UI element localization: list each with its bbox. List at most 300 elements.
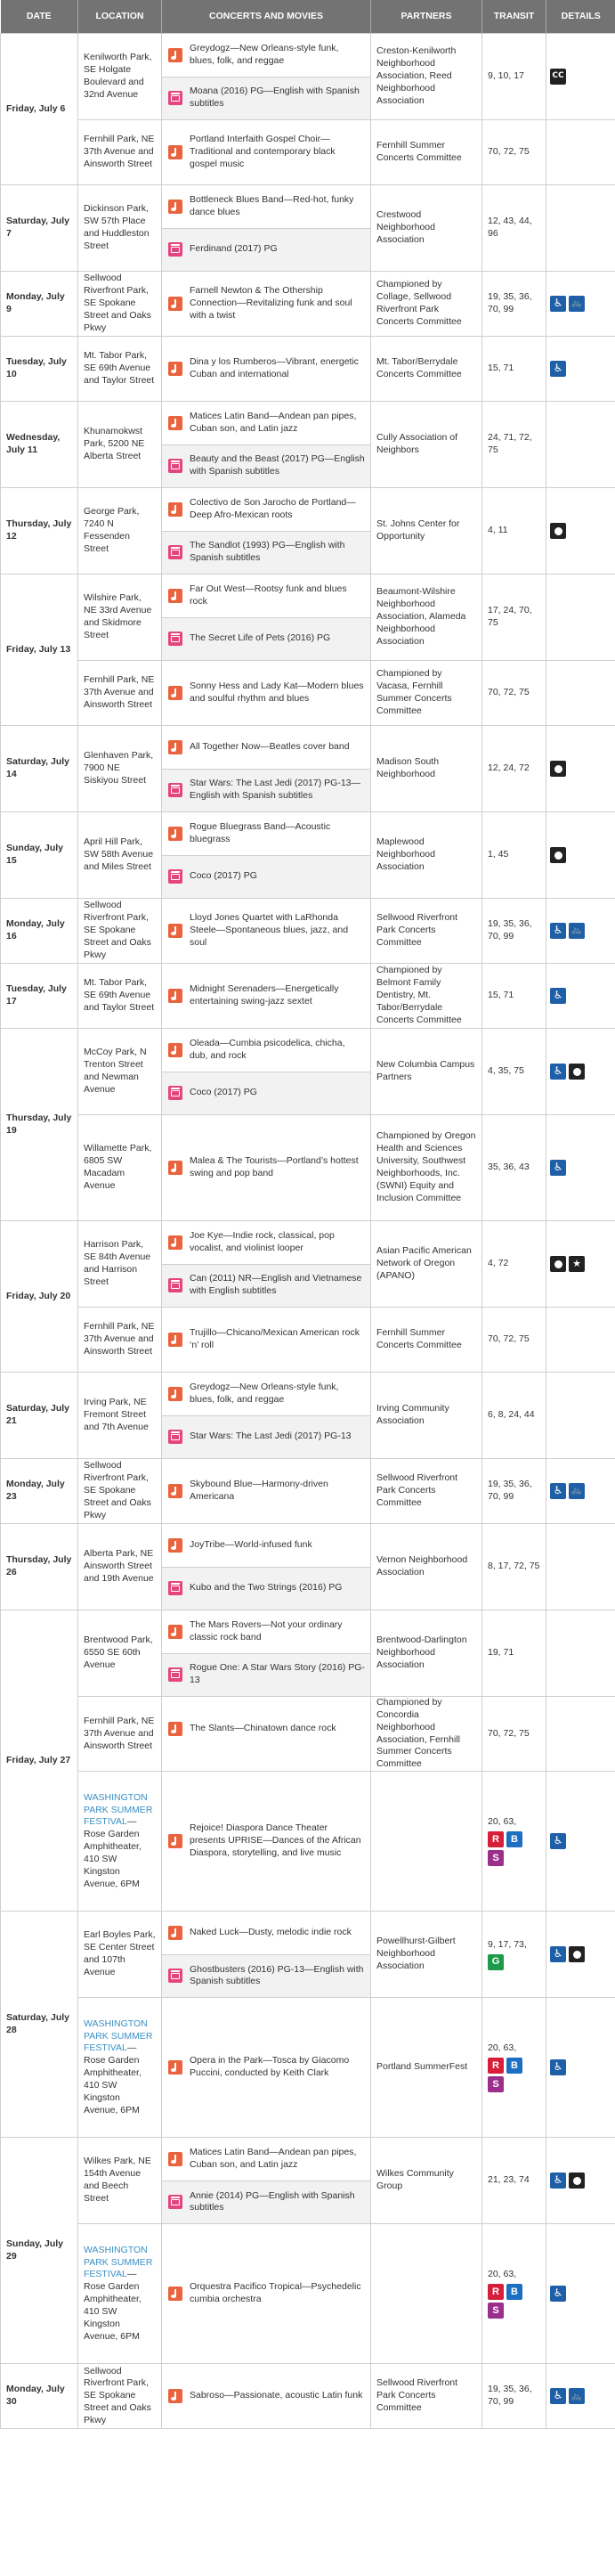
bicycle-icon (569, 1483, 585, 1499)
detail-badges (550, 1064, 611, 1080)
events-cell (162, 899, 371, 964)
event-text: Annie (2014) PG—English with Spanish subtitles (190, 2189, 355, 2213)
circle-icon (550, 847, 566, 863)
transit-cell (482, 402, 546, 488)
transit-cell (482, 1610, 546, 1697)
music-note-icon (168, 1625, 182, 1639)
event-text: Star Wars: The Last Jedi (2017) PG-13 (190, 1431, 352, 1442)
date-cell: Sunday, July 15 (1, 812, 78, 899)
wheelchair-icon (550, 1946, 566, 1962)
partners-cell: Championed by Oregon Health and Sciences University, Southwest Neighborhoods, Inc. (SWNI) Equity and Inclusion Committee (371, 1115, 482, 1221)
transit-cell (482, 1115, 546, 1221)
movie-icon (168, 1581, 182, 1595)
transit-line-b-icon: B (506, 1831, 522, 1847)
partners-cell: Madison South Neighborhood (371, 726, 482, 812)
header-date: DATE (1, 0, 78, 34)
circle-icon (550, 761, 566, 777)
transit-cell (482, 34, 546, 120)
event-list (162, 812, 370, 898)
transit-cell (482, 964, 546, 1029)
date-cell: Monday, July 30 (1, 2364, 78, 2429)
partners-cell: Championed by Concordia Neighborhood Association, Fernhill Summer Concerts Committee (371, 1697, 482, 1772)
transit-cell (482, 812, 546, 899)
event-list (162, 1459, 370, 1523)
location-cell: Sellwood Riverfront Park, SE Spokane Street and Oaks Pkwy (78, 899, 162, 964)
location-cell: Fernhill Park, NE 37th Avenue and Ainsworth Street (78, 661, 162, 726)
music-note-icon (168, 1235, 182, 1250)
music-note-icon (168, 827, 182, 841)
details-cell (546, 1029, 615, 1115)
event-list (162, 1373, 370, 1458)
transit-lines: 20, 63, (488, 2042, 517, 2054)
transit-badges (488, 2058, 540, 2092)
music-note-icon (168, 989, 182, 1003)
transit-cell (482, 661, 546, 726)
events-cell (162, 1221, 371, 1308)
concert-item (162, 726, 370, 769)
table-row (1, 964, 615, 1029)
location-cell: Khunamokwst Park, 5200 NE Alberta Street (78, 402, 162, 488)
event-text: Skybound Blue—Harmony-driven Americana (190, 1479, 328, 1502)
location-cell: Sellwood Riverfront Park, SE Spokane Street and Oaks Pkwy (78, 272, 162, 337)
partners-cell: Championed by Vacasa, Fernhill Summer Concerts Committee (371, 661, 482, 726)
event-text: Ghostbusters (2016) PG-13—English with Spanish subtitles (190, 1963, 364, 1987)
event-text: JoyTribe—World-infused funk (190, 1538, 312, 1550)
table-row (1, 1029, 615, 1115)
details-cell (546, 1524, 615, 1610)
bicycle-icon (569, 296, 585, 312)
header-location: LOCATION (78, 0, 162, 34)
movie-item (162, 77, 370, 120)
music-note-icon (168, 362, 182, 376)
date-cell: Monday, July 23 (1, 1459, 78, 1524)
event-text: Orquestra Pacifico Tropical—Psychedelic cumbia orchestra (190, 2281, 361, 2305)
detail-badges (550, 923, 611, 939)
wheelchair-icon (550, 1483, 566, 1499)
event-text: The Slants—Chinatown dance rock (190, 1723, 336, 1734)
event-text: Rogue Bluegrass Band—Acoustic bluegrass (190, 820, 331, 844)
bicycle-icon (569, 923, 585, 939)
transit-cell (482, 2364, 546, 2429)
table-row (1, 402, 615, 488)
detail-badges (550, 1483, 611, 1499)
location-cell: Harrison Park, SE 84th Avenue and Harrison Street (78, 1221, 162, 1308)
location-text: —Rose Garden Amphitheater, 410 SW Kingston Avenue, 6PM (84, 1816, 142, 1889)
transit-lines: 20, 63, (488, 1816, 517, 1828)
event-list (162, 488, 370, 574)
transit-lines: 19, 35, 36, 70, 99 (488, 918, 532, 942)
table-row (1, 2138, 615, 2224)
date-cell: Thursday, July 12 (1, 488, 78, 575)
transit-cell (482, 726, 546, 812)
bicycle-icon (569, 2388, 585, 2404)
events-cell (162, 1459, 371, 1524)
date-cell: Saturday, July 7 (1, 185, 78, 272)
wheelchair-icon (550, 988, 566, 1004)
partners-cell (371, 1772, 482, 1912)
details-cell (546, 2224, 615, 2364)
transit-lines: 70, 72, 75 (488, 1333, 530, 1345)
movie-item (162, 1415, 370, 1459)
transit-cell (482, 1998, 546, 2138)
transit-line-r-icon: R (488, 1831, 504, 1847)
details-cell (546, 575, 615, 661)
date-cell: Monday, July 9 (1, 272, 78, 337)
partners-cell: Fernhill Summer Concerts Committee (371, 1308, 482, 1373)
details-cell (546, 1610, 615, 1697)
events-cell (162, 812, 371, 899)
movie-item (162, 228, 370, 272)
transit-lines: 15, 71 (488, 990, 514, 1001)
concert-item (162, 812, 370, 855)
event-text: The Mars Rovers—Not your ordinary classic rock band (190, 1618, 343, 1643)
transit-badges (488, 1831, 540, 1866)
table-body (1, 34, 615, 2429)
movie-item (162, 1567, 370, 1610)
table-row (1, 1221, 615, 1308)
music-note-icon (168, 1043, 182, 1057)
header-details: DETAILS (546, 0, 615, 34)
location-cell: Fernhill Park, NE 37th Avenue and Ainsworth Street (78, 120, 162, 185)
events-cell (162, 1308, 371, 1373)
transit-lines: 8, 17, 72, 75 (488, 1561, 540, 1572)
event-list (162, 120, 370, 184)
event-text: Midnight Serenaders—Energetically entertaining swing-jazz sextet (190, 983, 339, 1007)
event-text: Beauty and the Beast (2017) PG—English with Spanish subtitles (190, 453, 365, 477)
events-cell (162, 575, 371, 661)
movie-icon (168, 1278, 182, 1292)
music-note-icon (168, 200, 182, 214)
partners-cell: Mt. Tabor/Berrydale Concerts Committee (371, 337, 482, 402)
partners-cell: Championed by Collage, Sellwood Riverfront Park Concerts Committee (371, 272, 482, 337)
event-list (162, 272, 370, 336)
detail-badges (550, 1833, 611, 1849)
music-note-icon (168, 1722, 182, 1736)
event-text: Can (2011) NR—English and Vietnamese with English subtitles (190, 1273, 362, 1297)
transit-lines: 19, 71 (488, 1647, 514, 1659)
date-cell: Tuesday, July 10 (1, 337, 78, 402)
table-header (1, 0, 615, 34)
location-cell: Glenhaven Park, 7900 NE Siskiyou Street (78, 726, 162, 812)
transit-line-s-icon: S (488, 1850, 504, 1866)
location-cell: Mt. Tabor Park, SE 69th Avenue and Taylor Street (78, 337, 162, 402)
event-text: Sonny Hess and Lady Kat—Modern blues and soulful rhythm and blues (190, 681, 364, 704)
event-text: Bottleneck Blues Band—Red-hot, funky dance blues (190, 193, 354, 217)
transit-lines: 19, 35, 36, 70, 99 (488, 1479, 532, 1502)
event-list (162, 1029, 370, 1114)
movie-item (162, 617, 370, 661)
wheelchair-icon (550, 361, 566, 377)
partners-cell: Beaumont-Wilshire Neighborhood Association, Alameda Neighborhood Association (371, 575, 482, 661)
date-cell: Monday, July 16 (1, 899, 78, 964)
date-cell: Saturday, July 21 (1, 1373, 78, 1459)
partners-cell: Portland SummerFest (371, 1998, 482, 2138)
date-cell: Saturday, July 28 (1, 1912, 78, 2138)
table-row (1, 272, 615, 337)
partners-cell: Maplewood Neighborhood Association (371, 812, 482, 899)
movie-icon (168, 632, 182, 646)
concert-item (162, 185, 370, 228)
event-list (162, 2224, 370, 2363)
location-cell (78, 1998, 162, 2138)
transit-cell (482, 120, 546, 185)
transit-cell (482, 1029, 546, 1115)
concert-item (162, 1115, 370, 1220)
transit-cell (482, 1697, 546, 1772)
transit-cell (482, 1912, 546, 1998)
event-text: Rejoice! Diaspora Dance Theater presents UPRISE—Dances of the African Diaspora, storytelling, and live music (190, 1822, 361, 1859)
header-transit: TRANSIT (482, 0, 546, 34)
events-cell (162, 1610, 371, 1697)
transit-line-r-icon: R (488, 2284, 504, 2300)
detail-badges (550, 361, 611, 377)
detail-badges (550, 761, 611, 777)
transit-lines: 70, 72, 75 (488, 687, 530, 698)
detail-badges (550, 296, 611, 312)
transit-cell (482, 1524, 546, 1610)
music-note-icon (168, 145, 182, 159)
event-text: The Sandlot (1993) PG—English with Spanish subtitles (190, 540, 345, 564)
location-cell: George Park, 7240 N Fessenden Street (78, 488, 162, 575)
event-text: All Together Now—Beatles cover band (190, 740, 350, 752)
transit-cell (482, 2224, 546, 2364)
event-text: Coco (2017) PG (190, 870, 257, 882)
transit-cell (482, 272, 546, 337)
circle-icon (550, 523, 566, 539)
events-cell (162, 726, 371, 812)
transit-lines: 15, 71 (488, 363, 514, 374)
events-cell (162, 2364, 371, 2429)
table-row (1, 1912, 615, 1998)
events-cell (162, 402, 371, 488)
detail-badges (550, 1946, 611, 1962)
details-cell (546, 812, 615, 899)
event-list (162, 1610, 370, 1696)
details-cell (546, 1221, 615, 1308)
details-cell (546, 402, 615, 488)
event-text: Matices Latin Band—Andean pan pipes, Cuban son, and Latin jazz (190, 2147, 357, 2170)
transit-cell (482, 337, 546, 402)
music-note-icon (168, 2152, 182, 2166)
table-row (1, 1610, 615, 1697)
location-text: —Rose Garden Amphitheater, 410 SW Kingston Avenue, 6PM (84, 2042, 142, 2115)
partners-cell: St. Johns Center for Opportunity (371, 488, 482, 575)
music-note-icon (168, 589, 182, 603)
location-cell: Sellwood Riverfront Park, SE Spokane Street and Oaks Pkwy (78, 2364, 162, 2429)
table-row (1, 2224, 615, 2364)
events-cell (162, 1115, 371, 1221)
transit-lines: 9, 17, 73, (488, 1938, 527, 1950)
event-text: Portland Interfaith Gospel Choir—Traditional and contemporary black gospel music (190, 134, 336, 169)
music-note-icon (168, 1387, 182, 1401)
transit-badges (488, 1954, 540, 1970)
concert-item (162, 1772, 370, 1911)
event-list (162, 726, 370, 811)
transit-badges (488, 2284, 540, 2319)
events-cell (162, 2224, 371, 2364)
transit-cell (482, 1459, 546, 1524)
location-cell: Irving Park, NE Fremont Street and 7th Avenue (78, 1373, 162, 1459)
concert-item (162, 1697, 370, 1761)
wheelchair-icon (550, 923, 566, 939)
location-cell: Wilshire Park, NE 33rd Avenue and Skidmore Street (78, 575, 162, 661)
table-row (1, 661, 615, 726)
wheelchair-icon (550, 2388, 566, 2404)
table-row (1, 120, 615, 185)
location-cell: Sellwood Riverfront Park, SE Spokane Street and Oaks Pkwy (78, 1459, 162, 1524)
date-cell: Wednesday, July 11 (1, 402, 78, 488)
partners-cell: Powellhurst-Gilbert Neighborhood Association (371, 1912, 482, 1998)
events-cell (162, 661, 371, 726)
star-icon (569, 1256, 585, 1272)
events-cell (162, 1029, 371, 1115)
movie-icon (168, 1086, 182, 1100)
music-note-icon (168, 2060, 182, 2075)
transit-lines: 21, 23, 74 (488, 2174, 530, 2186)
events-cell (162, 1697, 371, 1772)
events-cell (162, 337, 371, 402)
movie-icon (168, 1430, 182, 1444)
event-text: Star Wars: The Last Jedi (2017) PG-13—English with Spanish subtitles (190, 778, 360, 802)
concert-item (162, 1373, 370, 1415)
partners-cell: Sellwood Riverfront Park Concerts Committee (371, 899, 482, 964)
concert-item (162, 1912, 370, 1954)
event-list (162, 1772, 370, 1911)
event-list (162, 1221, 370, 1307)
circle-icon (569, 2172, 585, 2189)
event-text: Ferdinand (2017) PG (190, 243, 278, 255)
events-cell (162, 1912, 371, 1998)
events-cell (162, 2138, 371, 2224)
details-cell (546, 964, 615, 1029)
wheelchair-icon (550, 296, 566, 312)
music-note-icon (168, 1538, 182, 1553)
location-cell: Kenilworth Park, SE Holgate Boulevard and 32nd Avenue (78, 34, 162, 120)
event-text: Dina y los Rumberos—Vibrant, energetic Cuban and international (190, 356, 360, 379)
wheelchair-icon (550, 1833, 566, 1849)
music-note-icon (168, 416, 182, 430)
transit-lines: 12, 24, 72 (488, 762, 530, 774)
event-text: Sabroso—Passionate, acoustic Latin funk (190, 2390, 363, 2401)
partners-cell (371, 2224, 482, 2364)
transit-line-s-icon: S (488, 2076, 504, 2092)
concert-item (162, 34, 370, 77)
location-cell (78, 1772, 162, 1912)
transit-line-g-icon: G (488, 1954, 504, 1970)
festival-link[interactable]: WASHINGTON PARK SUMMER FESTIVAL (84, 1791, 153, 1828)
partners-cell: Fernhill Summer Concerts Committee (371, 120, 482, 185)
details-cell (546, 1459, 615, 1524)
table-row (1, 1459, 615, 1524)
header-partners: PARTNERS (371, 0, 482, 34)
details-cell (546, 1308, 615, 1373)
wheelchair-icon (550, 2172, 566, 2189)
event-list (162, 575, 370, 660)
festival-link[interactable]: WASHINGTON PARK SUMMER FESTIVAL (84, 2018, 153, 2054)
date-cell: Friday, July 20 (1, 1221, 78, 1373)
circle-icon (569, 1064, 585, 1080)
location-cell: Wilkes Park, NE 154th Avenue and Beech Street (78, 2138, 162, 2224)
header-concerts-and-movies: CONCERTS AND MOVIES (162, 0, 371, 34)
location-cell: Earl Boyles Park, SE Center Street and 107th Avenue (78, 1912, 162, 1998)
location-text: —Rose Garden Amphitheater, 410 SW Kingston Avenue, 6PM (84, 2269, 142, 2342)
partners-cell: Cully Association of Neighbors (371, 402, 482, 488)
event-text: Colectivo de Son Jarocho de Portland—Deep Afro-Mexican roots (190, 496, 356, 520)
location-cell: Fernhill Park, NE 37th Avenue and Ainsworth Street (78, 1697, 162, 1772)
event-list (162, 337, 370, 401)
transit-lines: 12, 43, 44, 96 (488, 216, 532, 239)
concert-item (162, 272, 370, 336)
table-row (1, 726, 615, 812)
partners-cell: Irving Community Association (371, 1373, 482, 1459)
movie-item (162, 1072, 370, 1115)
event-list (162, 1697, 370, 1761)
details-cell (546, 34, 615, 120)
table-row (1, 1115, 615, 1221)
event-list (162, 2138, 370, 2223)
transit-cell (482, 2138, 546, 2224)
transit-lines: 9, 10, 17 (488, 70, 524, 82)
transit-lines: 17, 24, 70, 75 (488, 605, 532, 628)
concert-item (162, 120, 370, 184)
events-cell (162, 120, 371, 185)
event-list (162, 1912, 370, 1997)
table-row (1, 1772, 615, 1912)
table-row (1, 1308, 615, 1373)
movie-item (162, 444, 370, 488)
event-text: Matices Latin Band—Andean pan pipes, Cuban son, and Latin jazz (190, 410, 357, 434)
concert-item (162, 2138, 370, 2181)
events-cell (162, 34, 371, 120)
event-text: Kubo and the Two Strings (2016) PG (190, 1582, 343, 1594)
music-note-icon (168, 1333, 182, 1347)
wheelchair-icon (550, 2286, 566, 2302)
movie-item (162, 1653, 370, 1697)
movie-icon (168, 2195, 182, 2209)
event-text: Lloyd Jones Quartet with LaRhonda Steele—Spontaneous blues, jazz, and soul (190, 912, 349, 948)
movie-icon (168, 1667, 182, 1682)
events-cell (162, 964, 371, 1029)
details-cell (546, 2138, 615, 2224)
festival-link[interactable]: WASHINGTON PARK SUMMER FESTIVAL (84, 2244, 153, 2280)
transit-lines: 70, 72, 75 (488, 1727, 530, 1739)
details-cell (546, 120, 615, 185)
header-row (1, 0, 615, 34)
concert-item (162, 1610, 370, 1653)
event-text: Opera in the Park—Tosca by Giacomo Puccini, conducted by Keith Clark (190, 2055, 350, 2079)
music-note-icon (168, 2287, 182, 2301)
table-row (1, 812, 615, 899)
table-row (1, 337, 615, 402)
location-cell: Fernhill Park, NE 37th Avenue and Ainsworth Street (78, 1308, 162, 1373)
events-cell (162, 1998, 371, 2138)
transit-lines: 1, 45 (488, 849, 509, 860)
details-cell (546, 899, 615, 964)
concert-item (162, 1029, 370, 1072)
table-row (1, 1998, 615, 2138)
detail-badges (550, 2286, 611, 2302)
table-row (1, 488, 615, 575)
details-cell (546, 1373, 615, 1459)
music-note-icon (168, 1926, 182, 1940)
partners-cell: Vernon Neighborhood Association (371, 1524, 482, 1610)
location-cell (78, 2224, 162, 2364)
event-list (162, 185, 370, 271)
event-list (162, 661, 370, 725)
event-list (162, 34, 370, 119)
concert-item (162, 1998, 370, 2137)
transit-line-s-icon: S (488, 2303, 504, 2319)
